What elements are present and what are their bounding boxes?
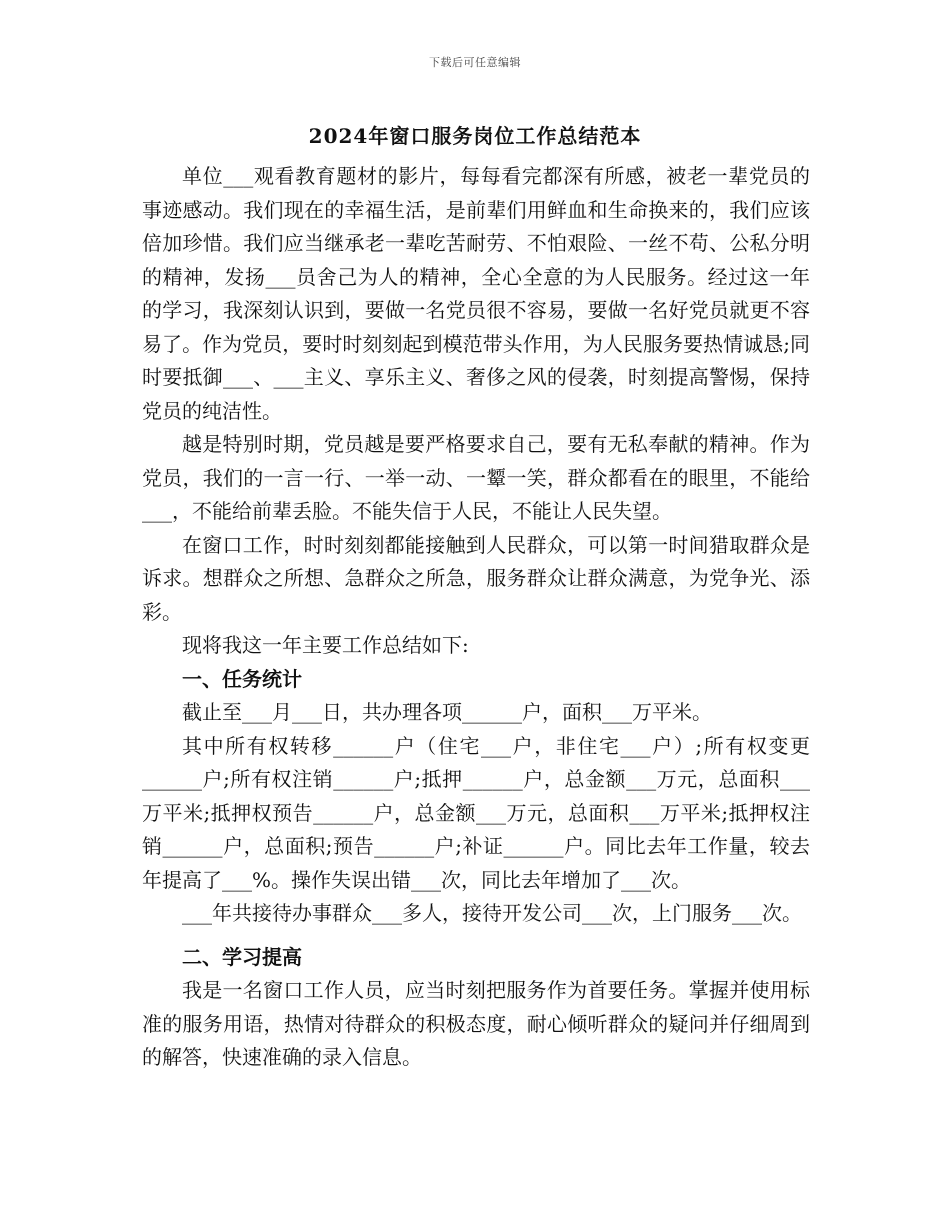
- header-note: 下载后可任意编辑: [429, 56, 521, 69]
- section-heading-task-statistics: 一、任务统计: [182, 666, 302, 691]
- section1-paragraph-2: 其中所有权转移______户（住宅___户，非住宅___户）;所有权变更______户;所有权注销______户;抵押______户，总金额___万元，总面积___万平米;抵押权预告______户，总金额___万元，总面积___万平米;抵押权注销______户，总面积;预告______户;补证______户。同比去年工作量，较去年提高了___%。操作失误出错___次，同比去年增加了___次。: [142, 733, 810, 892]
- intro-paragraph-2: 越是特别时期，党员越是要严格要求自己，要有无私奉献的精神。作为党员，我们的一言一行、一举一动、一颦一笑，群众都看在的眼里，不能给___，不能给前辈丢脸。不能失信于人民，不能让人民失望。: [142, 432, 810, 523]
- intro-paragraph-3: 在窗口工作，时时刻刻都能接触到人民群众，可以第一时间猎取群众是诉求。想群众之所想、急群众之所急，服务群众让群众满意，为党争光、添彩。: [142, 532, 810, 624]
- section2-paragraph-1: 我是一名窗口工作人员，应当时刻把服务作为首要任务。掌握并使用标准的服务用语，热情对待群众的积极态度，耐心倾听群众的疑问并仔细周到的解答，快速准确的录入信息。: [142, 978, 810, 1069]
- intro-paragraph-1: 单位___观看教育题材的影片，每每看完都深有所感，被老一辈党员的事迹感动。我们现在的幸福生活，是前辈们用鲜血和生命换来的，我们应该倍加珍惜。我们应当继承老一辈吃苦耐劳、不怕艰险、一丝不苟、公私分明的精神，发扬___员舍己为人的精神，全心全意的为人民服务。经过这一年的学习，我深刻认识到，要做一名党员很不容易，要做一名好党员就更不容易了。作为党员，要时时刻刻起到模范带头作用，为人民服务要热情诚恳;同时要抵御___、___主义、享乐主义、奢侈之风的侵袭，时刻提高警惕，保持党员的纯洁性。: [142, 164, 810, 423]
- section1-paragraph-1: 截止至___月___日，共办理各项______户，面积___万平米。: [182, 700, 712, 724]
- document-title: 2024年窗口服务岗位工作总结范本: [308, 124, 642, 148]
- section-heading-learning: 二、学习提高: [182, 944, 302, 969]
- intro-paragraph-4: 现将我这一年主要工作总结如下:: [182, 633, 469, 657]
- section1-paragraph-3: ___年共接待办事群众___多人，接待开发公司___次，上门服务___次。: [182, 901, 802, 925]
- document-body: [142, 160, 810, 1075]
